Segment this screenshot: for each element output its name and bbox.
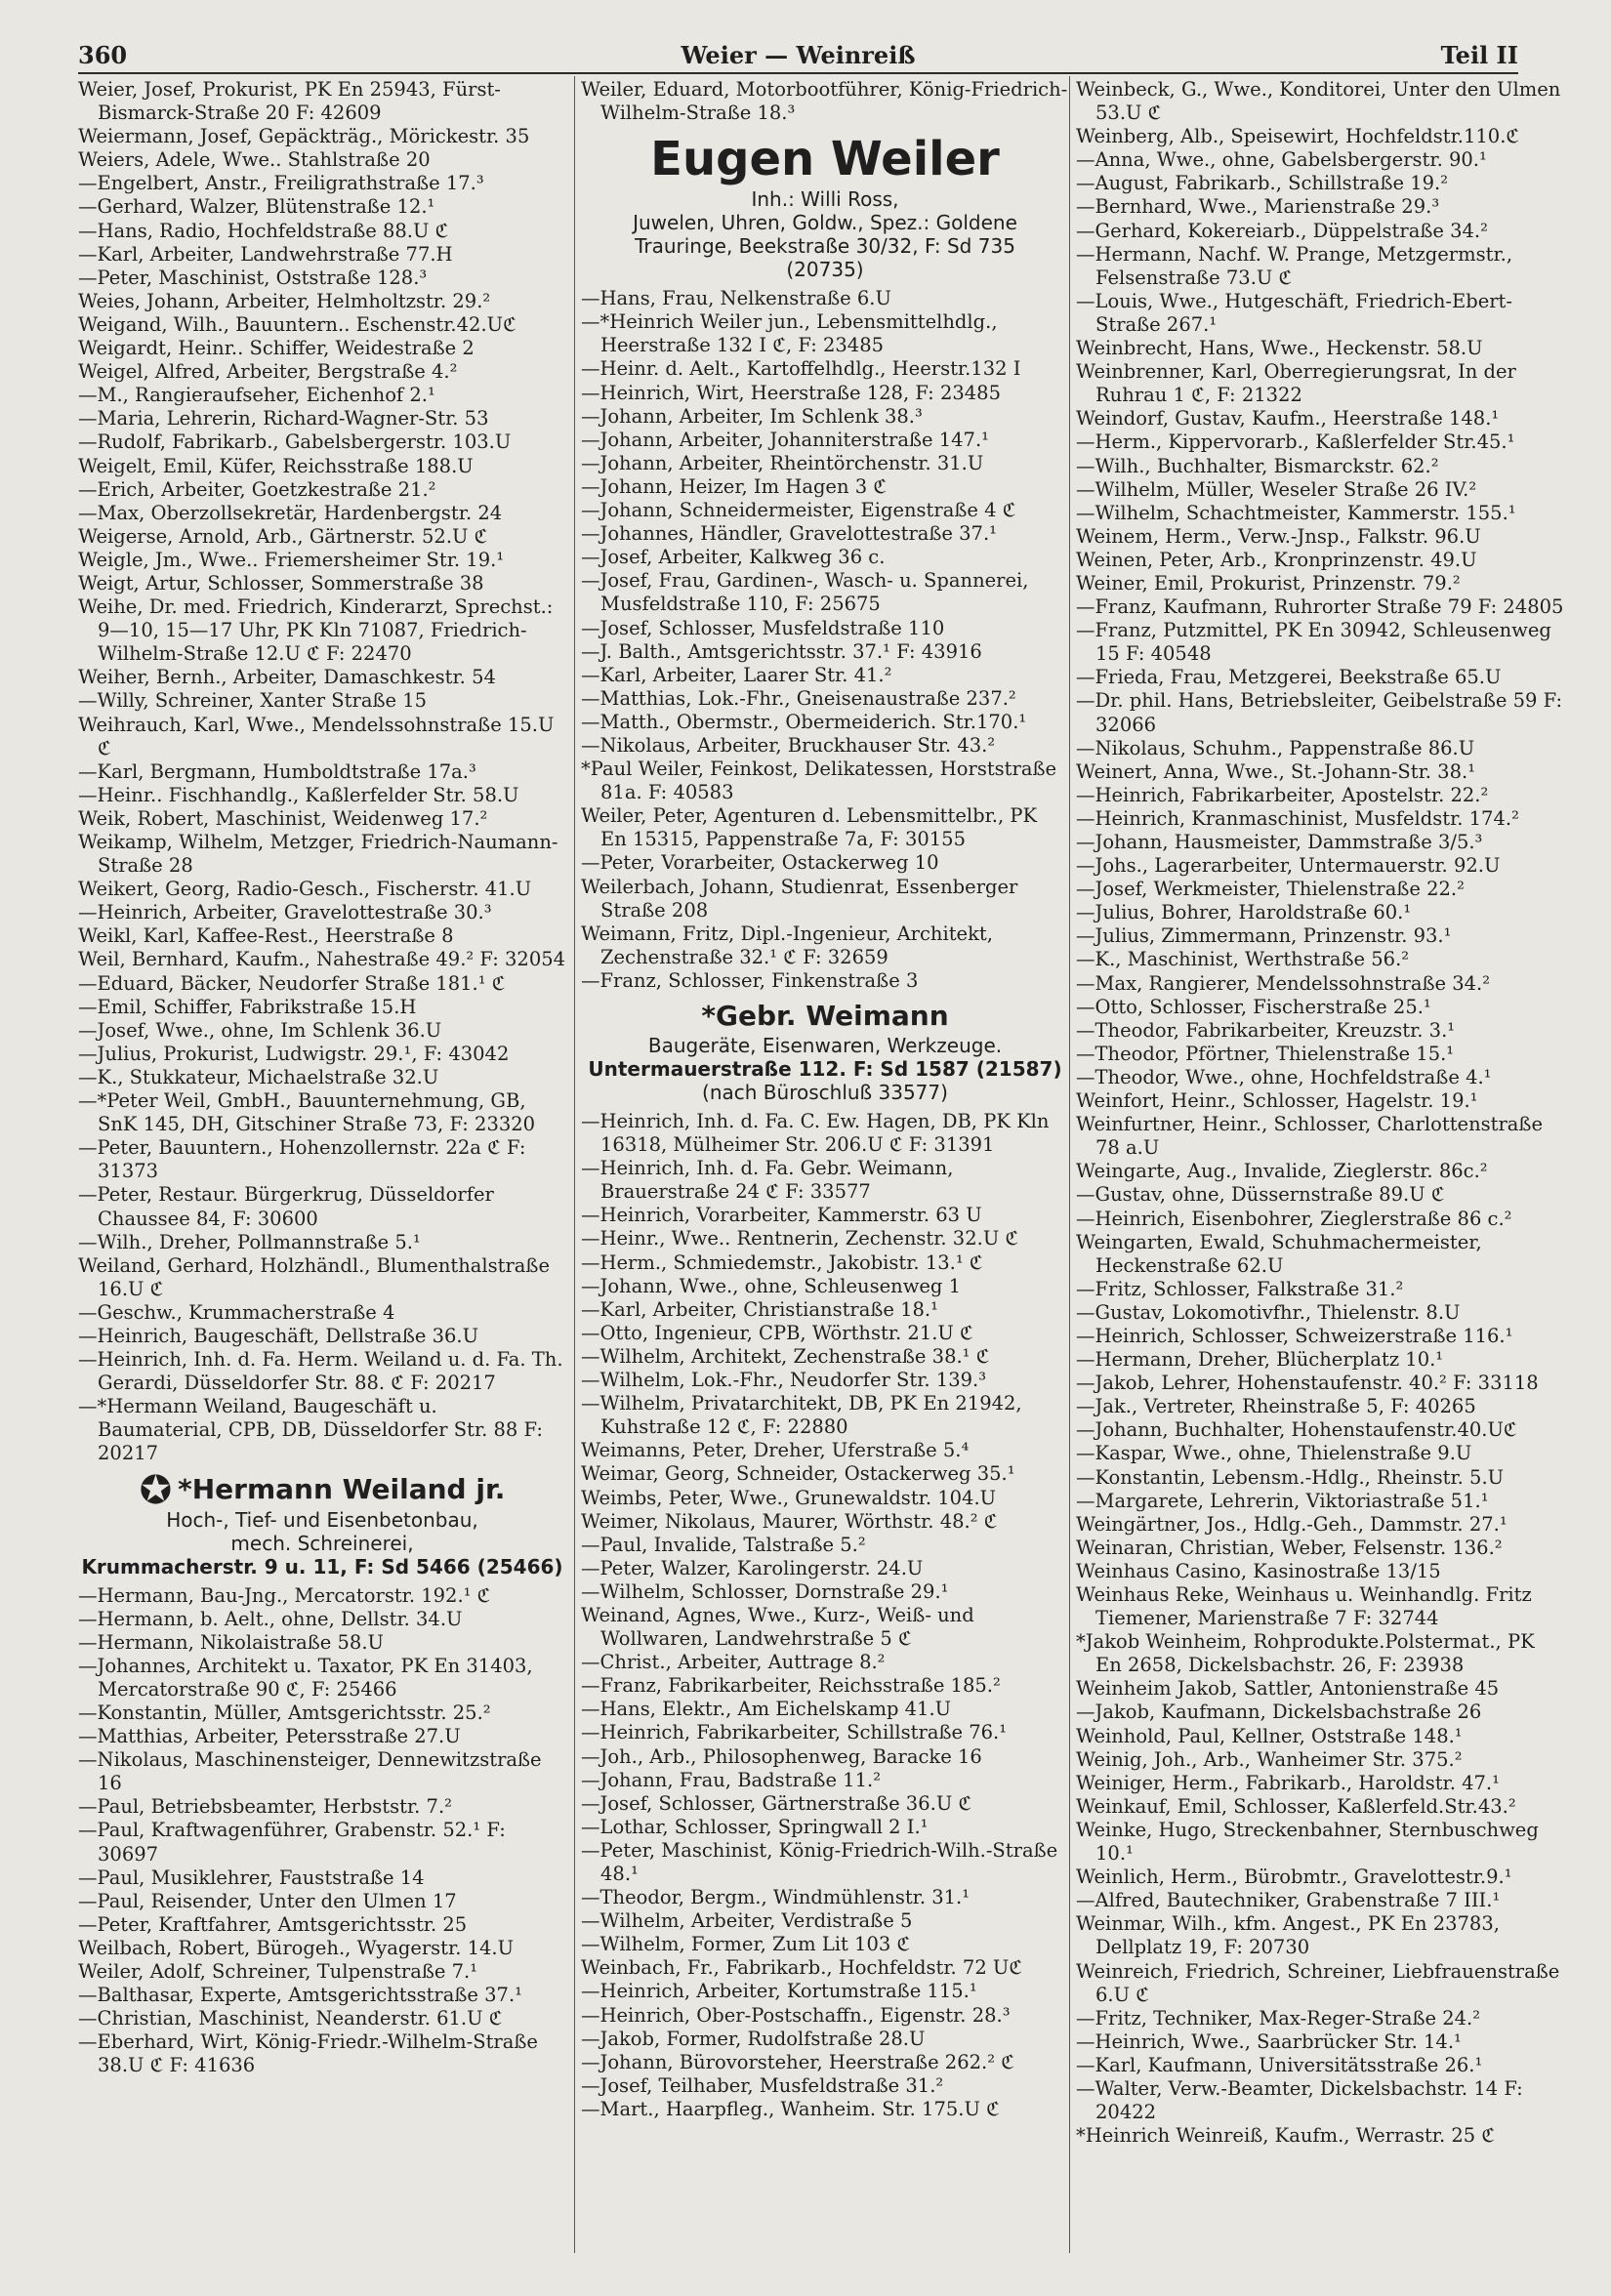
directory-entry: Weinbach, Fr., Fabrikarb., Hochfeldstr. 72 Uℭ <box>581 1956 1023 1980</box>
directory-entry: —Max, Oberzollsekretär, Hardenbergstr. 24 <box>78 501 503 524</box>
directory-entry: Weinlich, Herm., Bürobmtr., Gravelottestr.9.¹ <box>1076 1866 1512 1889</box>
directory-entry: —Heinrich, Ober-Postschaffn., Eigenstr. 28.³ <box>581 2003 1011 2027</box>
directory-entry: —Wilhelm, Former, Zum Lit 103 ℭ <box>581 1933 911 1956</box>
directory-entry: —Gerhard, Walzer, Blütenstraße 12.¹ <box>78 195 435 219</box>
directory-entry: Weies, Johann, Arbeiter, Helmholtzstr. 29.² <box>78 289 491 312</box>
ad-hermann-weiland <box>78 1467 566 1578</box>
ad-gebr-weimann <box>581 999 1069 1104</box>
directory-entry: —Josef, Schlosser, Gärtnerstraße 36.U ℭ <box>581 1791 972 1815</box>
directory-entry: —Eduard, Bäcker, Neudorfer Straße 181.¹ ℭ <box>78 971 506 995</box>
directory-entry: —Heinr.. Fischhandlg., Kaßlerfelder Str. 58.U <box>78 783 519 806</box>
directory-entry: —Max, Rangierer, Mendelssohnstraße 34.² <box>1076 971 1491 995</box>
running-head: Weier — Weinreiß <box>681 41 916 69</box>
directory-entry: —Peter, Walzer, Karolingerstr. 24.U <box>581 1556 924 1579</box>
directory-entry: Weinig, Joh., Arb., Wanheimer Str. 375.² <box>1076 1747 1463 1771</box>
directory-entry: —Nikolaus, Schuhm., Pappenstraße 86.U <box>1076 736 1475 759</box>
directory-entry: —Paul, Reisender, Unter den Ulmen 17 <box>78 1889 457 1912</box>
header-rule <box>78 72 1518 74</box>
directory-entry: —Heinrich, Fabrikarbeiter, Apostelstr. 22.² <box>1076 783 1489 806</box>
ad-title: Eugen Weiler <box>650 132 1000 187</box>
directory-entry: —Joh., Arb., Philosophenweg, Baracke 16 <box>581 1744 982 1768</box>
directory-entry: Weihrauch, Karl, Wwe., Mendelssohnstraße 15.U ℭ <box>78 713 555 759</box>
directory-entry: Weimer, Nikolaus, Maurer, Wörthstr. 48.² ℭ <box>581 1509 998 1533</box>
directory-entry: —Wilhelm, Architekt, Zechenstraße 38.¹ ℭ <box>581 1344 990 1368</box>
directory-entry: —Heinrich, Inh. d. Fa. Herm. Weiland u. d. Fa. Th. Gerardi, Düsseldorfer Str. 88. ℭ F: 20217 <box>78 1348 563 1395</box>
directory-entry: Weinberg, Alb., Speisewirt, Hochfeldstr.110.ℭ <box>1076 125 1520 148</box>
directory-entry: *Jakob Weinheim, Rohprodukte.Polstermat., PK En 2658, Dickelsbachstr. 26, F: 23938 <box>1076 1630 1535 1677</box>
directory-entry: Weinen, Peter, Arb., Kronprinzenstr. 49.U <box>1076 548 1477 571</box>
ad-line: Untermauerstraße 112. F: Sd 1587 (21587) <box>588 1057 1062 1081</box>
directory-entry: —Hermann, Nikolaistraße 58.U <box>78 1630 384 1654</box>
directory-entry: —Gustav, Lokomotivfhr., Thielenstr. 8.U <box>1076 1300 1461 1324</box>
ad-eugen-weiler <box>581 131 1069 281</box>
directory-entry: Weikert, Georg, Radio-Gesch., Fischerstr. 41.U <box>78 878 532 901</box>
directory-entry: —Johann, Arbeiter, Rheintörchenstr. 31.U <box>581 451 984 474</box>
directory-entry: —Paul, Kraftwagenführer, Grabenstr. 52.¹ F: 30697 <box>78 1819 506 1866</box>
directory-entry: —Heinrich, Kranmaschinist, Musfeldstr. 174.² <box>1076 806 1519 830</box>
directory-entry: —Heinrich, Eisenbohrer, Zieglerstraße 86 c.² <box>1076 1207 1512 1230</box>
directory-entry: —Franz, Schlosser, Finkenstraße 3 <box>581 968 919 992</box>
directory-entry: Weingärtner, Jos., Hdlg.-Geh., Dammstr. 27.¹ <box>1076 1512 1508 1536</box>
column-1-entries-top <box>78 78 566 1466</box>
directory-entry: —Jakob, Kaufmann, Dickelsbachstraße 26 <box>1076 1701 1482 1724</box>
directory-entry: Weinkauf, Emil, Schlosser, Kaßlerfeld.Str.43.² <box>1076 1794 1516 1818</box>
directory-entry: —Julius, Zimmermann, Prinzenstr. 93.¹ <box>1076 924 1452 948</box>
directory-entry: —Johann, Buchhalter, Hohenstaufenstr.40.Uℭ <box>1076 1418 1517 1442</box>
directory-entry: Weinhold, Paul, Kellner, Oststraße 148.¹ <box>1076 1724 1463 1747</box>
directory-entry: —K., Maschinist, Werthstraße 56.² <box>1076 948 1410 971</box>
directory-entry: Weigardt, Heinr.. Schiffer, Weidestraße 2 <box>78 337 475 360</box>
directory-entry: Weimar, Georg, Schneider, Ostackerweg 35.¹ <box>581 1462 1015 1486</box>
directory-entry: Weiniger, Herm., Fabrikarb., Haroldstr. 47.¹ <box>1076 1771 1500 1794</box>
directory-entry: Weingarten, Ewald, Schuhmachermeister, Heckenstraße 62.U <box>1076 1230 1482 1277</box>
directory-entry: —*Heinrich Weiler jun., Lebensmittelhdlg., Heerstraße 132 I ℭ, F: 23485 <box>581 310 998 357</box>
directory-entry: Weiers, Adele, Wwe.. Stahlstraße 20 <box>78 148 431 172</box>
directory-entry: —Eberhard, Wirt, König-Friedr.-Wilhelm-Straße 38.U ℭ F: 41636 <box>78 2030 538 2077</box>
directory-entry: —Franz, Fabrikarbeiter, Reichsstraße 185.² <box>581 1674 1001 1698</box>
directory-entry: —Dr. phil. Hans, Betriebsleiter, Geibelstraße 59 F: 32066 <box>1076 689 1563 736</box>
directory-entry: —J. Balth., Amtsgerichtsstr. 37.¹ F: 43916 <box>581 639 982 663</box>
directory-entry: Weinbrecht, Hans, Wwe., Heckenstr. 58.U <box>1076 337 1483 360</box>
directory-entry: Weigelt, Emil, Küfer, Reichsstraße 188.U <box>78 454 474 477</box>
directory-entry: Weimbs, Peter, Wwe., Grunewaldstr. 104.U <box>581 1486 997 1509</box>
directory-entry: —Wilhelm, Privatarchitekt, DB, PK En 21942, Kuhstraße 12 ℭ, F: 22880 <box>581 1392 1022 1439</box>
directory-entry: —Fritz, Schlosser, Falkstraße 31.² <box>1076 1277 1404 1300</box>
ad-line: Hoch-, Tief- und Eisenbetonbau, <box>166 1507 478 1532</box>
directory-entry: —Kaspar, Wwe., ohne, Thielenstraße 9.U <box>1076 1442 1472 1465</box>
directory-entry: —Wilhelm, Arbeiter, Verdistraße 5 <box>581 1909 913 1933</box>
directory-entry: —Konstantin, Müller, Amtsgerichtsstr. 25.² <box>78 1702 491 1724</box>
directory-entry: —Heinr., Wwe.. Rentnerin, Zechenstr. 32.U ℭ <box>581 1227 1019 1250</box>
directory-entry: —Julius, Prokurist, Ludwigstr. 29.¹, F: 43042 <box>78 1042 510 1065</box>
directory-entry: —Johannes, Händler, Gravelottestraße 37.¹ <box>581 522 997 546</box>
directory-entry: —Lothar, Schlosser, Springwall 2 I.¹ <box>581 1815 929 1838</box>
directory-entry: —Jak., Vertreter, Rheinstraße 5, F: 40265 <box>1076 1395 1476 1418</box>
directory-entry: —Rudolf, Fabrikarb., Gabelsbergerstr. 103.U <box>78 430 512 454</box>
directory-entry: Weiermann, Josef, Gepäckträg., Mörickestr. 35 <box>78 125 530 148</box>
directory-entry: —Peter, Maschinist, König-Friedrich-Wilh.-Straße 48.¹ <box>581 1838 1058 1885</box>
directory-entry: —Johannes, Architekt u. Taxator, PK En 31403, Mercatorstraße 90 ℭ, F: 25466 <box>78 1654 533 1701</box>
directory-entry: —Josef, Teilhaber, Musfeldstraße 31.² <box>581 2073 944 2097</box>
directory-entry: —Theodor, Fabrikarbeiter, Kreuzstr. 3.¹ <box>1076 1018 1456 1042</box>
directory-entry: —Johann, Hausmeister, Dammstraße 3/5.³ <box>1076 831 1483 853</box>
directory-entry: —Nikolaus, Arbeiter, Bruckhauser Str. 43.² <box>581 733 996 757</box>
ad-line: mech. Schreinerei, <box>230 1531 414 1555</box>
directory-entry: Weiler, Peter, Agenturen d. Lebensmittelbr., PK En 15315, Pappenstraße 7a, F: 30155 <box>581 804 1038 851</box>
directory-entry: —Maria, Lehrerin, Richard-Wagner-Str. 53 <box>78 407 489 430</box>
page-header <box>78 39 1518 72</box>
directory-entry: Weinfurtner, Heinr., Schlosser, Charlottenstraße 78 a.U <box>1076 1113 1543 1160</box>
directory-entry: Weigand, Wilh., Bauuntern.. Eschenstr.42.Uℭ <box>78 312 516 336</box>
directory-entry: Weinand, Agnes, Wwe., Kurz-, Weiß- und Wollwaren, Landwehrstraße 5 ℭ <box>581 1603 974 1651</box>
directory-entry: Weinreich, Friedrich, Schreiner, Liebfrauenstraße 6.U ℭ <box>1076 1959 1560 2006</box>
directory-entry: Weigle, Jm., Wwe.. Friemersheimer Str. 19.¹ <box>78 548 505 571</box>
directory-entry: —Theodor, Pförtner, Thielenstraße 15.¹ <box>1076 1042 1455 1065</box>
directory-entry: *Paul Weiler, Feinkost, Delikatessen, Horststraße 81a. F: 40583 <box>581 758 1057 804</box>
directory-entry: —Balthasar, Experte, Amtsgerichtsstraße 37.¹ <box>78 1984 522 2007</box>
directory-entry: —Matth., Obermstr., Obermeiderich. Str.170.¹ <box>581 710 1027 733</box>
directory-entry: —Hermann, Nachf. W. Prange, Metzgermstr., Felsenstraße 73.U ℭ <box>1076 242 1513 289</box>
directory-entry: —Alfred, Bautechniker, Grabenstraße 7 III.¹ <box>1076 1889 1501 1912</box>
directory-entry: Weiland, Gerhard, Holzhändl., Blumenthalstraße 16.U ℭ <box>78 1253 550 1300</box>
directory-entry: —Heinrich, Wwe., Saarbrücker Str. 14.¹ <box>1076 2030 1462 2053</box>
column-2-entries-top <box>581 78 1069 125</box>
directory-entry: Weinhaus Reke, Weinhaus u. Weinhandlg. Fritz Tiemener, Marienstraße 7 F: 32744 <box>1076 1583 1532 1630</box>
ad-line: (20735) <box>786 258 864 282</box>
directory-entry: Weiner, Emil, Prokurist, Prinzenstr. 79.² <box>1076 571 1461 594</box>
directory-entry: —Josef, Wwe., ohne, Im Schlenk 36.U <box>78 1018 442 1042</box>
directory-entry: Weilbach, Robert, Bürogeh., Wyagerstr. 14.U <box>78 1936 515 1959</box>
directory-entry: Weinke, Hugo, Streckenbahner, Sternbuschweg 10.¹ <box>1076 1818 1539 1866</box>
directory-entry: —Franz, Putzmittel, PK En 30942, Schleusenweg 15 F: 40548 <box>1076 619 1551 666</box>
directory-entry: —Walter, Verw.-Beamter, Dickelsbachstr. 14 F: 20422 <box>1076 2076 1523 2124</box>
ad-line: Baugeräte, Eisenwaren, Werkzeuge. <box>647 1034 1003 1057</box>
directory-entry: —Frieda, Frau, Metzgerei, Beekstraße 65.U <box>1076 666 1502 689</box>
directory-entry: —Hans, Elektr., Am Eichelskamp 41.U <box>581 1698 952 1721</box>
directory-entry: Weinheim Jakob, Sattler, Antonienstraße 45 <box>1076 1677 1500 1701</box>
directory-entry: —Engelbert, Anstr., Freiligrathstraße 17.³ <box>78 172 484 195</box>
directory-entry: —Erich, Arbeiter, Goetzkestraße 21.² <box>78 477 436 501</box>
directory-entry: Weinem, Herm., Verw.-Jnsp., Falkstr. 96.U <box>1076 524 1481 548</box>
directory-entry: Weikamp, Wilhelm, Metzger, Friedrich-Naumann-Straße 28 <box>78 831 558 878</box>
directory-entry: —Margarete, Lehrerin, Viktoriastraße 51.¹ <box>1076 1489 1489 1512</box>
directory-entry: —Heinrich, Inh. d. Fa. C. Ew. Hagen, DB, PK Kln 16318, Mülheimer Str. 206.U ℭ F: 31391 <box>581 1110 1050 1157</box>
directory-entry: —Peter, Kraftfahrer, Amtsgerichtsstr. 25 <box>78 1912 468 1936</box>
directory-entry: —Otto, Schlosser, Fischerstraße 25.¹ <box>1076 995 1431 1018</box>
column-3 <box>1076 78 1564 2148</box>
directory-entry: —August, Fabrikarb., Schillstraße 19.² <box>1076 172 1449 195</box>
directory-entry: Weier, Josef, Prokurist, PK En 25943, Fürst-Bismarck-Straße 20 F: 42609 <box>78 78 501 125</box>
directory-entry: —Matthias, Arbeiter, Petersstraße 27.U <box>78 1725 461 1748</box>
directory-entry: —Mart., Haarpfleg., Wanheim. Str. 175.U ℭ <box>581 2097 1000 2120</box>
directory-entry: —Jakob, Lehrer, Hohenstaufenstr. 40.² F: 33118 <box>1076 1372 1539 1395</box>
directory-entry: —K., Stukkateur, Michaelstraße 32.U <box>78 1065 439 1088</box>
directory-entry: —Johann, Bürovorsteher, Heerstraße 262.² ℭ <box>581 2050 1014 2073</box>
directory-entry: —Christian, Maschinist, Neanderstr. 61.U ℭ <box>78 2007 503 2030</box>
directory-entry: —Emil, Schiffer, Fabrikstraße 15.H <box>78 995 417 1018</box>
ad-title: *Gebr. Weimann <box>701 1000 949 1032</box>
directory-entry: —Peter, Vorarbeiter, Ostackerweg 10 <box>581 851 939 875</box>
directory-entry: Weiher, Bernh., Arbeiter, Damaschkestr. 54 <box>78 666 496 689</box>
directory-entry: —Wilhelm, Lok.-Fhr., Neudorfer Str. 139.³ <box>581 1369 987 1392</box>
directory-entry: Weigel, Alfred, Arbeiter, Bergstraße 4.² <box>78 360 458 384</box>
directory-entry: —Geschw., Krummacherstraße 4 <box>78 1300 395 1324</box>
column-divider-2 <box>1069 76 1070 2253</box>
directory-entry: Weinhaus Casino, Kasinostraße 13/15 <box>1076 1559 1441 1582</box>
directory-entry: —Karl, Kaufmann, Universitätsstraße 26.¹ <box>1076 2053 1483 2076</box>
directory-entry: —Julius, Bohrer, Haroldstraße 60.¹ <box>1076 901 1412 924</box>
directory-entry: Weiler, Eduard, Motorbootführer, König-Friedrich-Wilhelm-Straße 18.³ <box>581 78 1068 125</box>
directory-entry: —Hans, Frau, Nelkenstraße 6.U <box>581 287 891 310</box>
directory-entry: —Christ., Arbeiter, Auttrage 8.² <box>581 1651 886 1674</box>
ad-line: (nach Büroschluß 33577) <box>702 1081 948 1104</box>
directory-entry: Weinert, Anna, Wwe., St.-Johann-Str. 38.¹ <box>1076 759 1476 783</box>
ad-line: Juwelen, Uhren, Goldw., Spez.: Goldene <box>633 211 1017 235</box>
part-label: Teil II <box>1440 41 1518 69</box>
directory-entry: —Wilh., Dreher, Pollmannstraße 5.¹ <box>78 1230 421 1253</box>
directory-entry: Weinfort, Heinr., Schlosser, Hagelstr. 19.¹ <box>1076 1089 1478 1113</box>
directory-entry: —Paul, Betriebsbeamter, Herbststr. 7.² <box>78 1795 452 1819</box>
directory-entry: —Gerhard, Kokereiarb., Düppelstraße 34.² <box>1076 219 1488 242</box>
directory-entry: —Fritz, Techniker, Max-Reger-Straße 24.² <box>1076 2006 1481 2030</box>
directory-entry: —*Hermann Weiland, Baugeschäft u. Baumaterial, CPB, DB, Düsseldorfer Str. 88 F: 20217 <box>78 1395 543 1465</box>
directory-entry: —Theodor, Wwe., ohne, Hochfeldstraße 4.¹ <box>1076 1065 1492 1088</box>
directory-entry: Weihe, Dr. med. Friedrich, Kinderarzt, Sprechst.: 9—10, 15—17 Uhr, PK Kln 71087, Friedrich-Wilhelm-Straße 12.U ℭ F: 22470 <box>78 595 554 666</box>
ad-line: Trauringe, Beekstraße 30/32, F: Sd 735 <box>635 234 1015 259</box>
directory-entry: Weikl, Karl, Kaffee-Rest., Heerstraße 8 <box>78 924 454 948</box>
directory-entry: —Nikolaus, Maschinensteiger, Dennewitzstraße 16 <box>78 1748 542 1795</box>
directory-entry: Weinbeck, G., Wwe., Konditorei, Unter den Ulmen 53.U ℭ <box>1076 78 1561 125</box>
directory-entry: —Anna, Wwe., ohne, Gabelsbergerstr. 90.¹ <box>1076 148 1487 172</box>
directory-entry: —Heinrich, Baugeschäft, Dellstraße 36.U <box>78 1324 479 1347</box>
directory-entry: —Wilhelm, Müller, Weseler Straße 26 IV.² <box>1076 477 1477 501</box>
directory-entry: Weingarte, Aug., Invalide, Zieglerstr. 86c.² <box>1076 1160 1488 1183</box>
directory-entry: —Hermann, Bau-Jng., Mercatorstr. 192.¹ ℭ <box>78 1583 491 1607</box>
directory-entry: —Wilh., Buchhalter, Bismarckstr. 62.² <box>1076 454 1439 477</box>
directory-entry: Weindorf, Gustav, Kaufm., Heerstraße 148.¹ <box>1076 407 1500 430</box>
directory-entry: —Karl, Bergmann, Humboldtstraße 17a.³ <box>78 759 476 783</box>
directory-entry: Weigerse, Arnold, Arb., Gärtnerstr. 52.U ℭ <box>78 524 488 548</box>
directory-entry: —Heinrich, Vorarbeiter, Kammerstr. 63 U <box>581 1204 982 1227</box>
directory-entry: —Theodor, Bergm., Windmühlenstr. 31.¹ <box>581 1886 971 1909</box>
company-logo: ✪ <box>139 1467 173 1513</box>
column-2-entries-bottom <box>581 1110 1069 2121</box>
directory-entry: —Johann, Wwe., ohne, Schleusenweg 1 <box>581 1274 962 1297</box>
directory-entry: —Josef, Werkmeister, Thielenstraße 22.² <box>1076 878 1465 901</box>
directory-entry: —Otto, Ingenieur, CPB, Wörthstr. 21.U ℭ <box>581 1321 973 1344</box>
directory-entry: —Matthias, Lok.-Fhr., Gneisenaustraße 237.² <box>581 686 1016 710</box>
page-number: 360 <box>78 41 128 69</box>
directory-entry: Weilerbach, Johann, Studienrat, Essenberger Straße 208 <box>581 875 1018 922</box>
directory-entry: —Johann, Heizer, Im Hagen 3 ℭ <box>581 474 888 498</box>
directory-entry: —Jakob, Former, Rudolfstraße 28.U <box>581 2027 926 2050</box>
directory-entry: Weinbrenner, Karl, Oberregierungsrat, In der Ruhrau 1 ℭ, F: 21322 <box>1076 360 1516 407</box>
directory-entry: —Gustav, ohne, Düssernstraße 89.U ℭ <box>1076 1183 1445 1207</box>
directory-entry: —Herm., Schmiedemstr., Jakobistr. 13.¹ ℭ <box>581 1250 983 1274</box>
column-divider-1 <box>574 76 575 2253</box>
directory-entry: —Karl, Arbeiter, Laarer Str. 41.² <box>581 663 892 686</box>
directory-entry: —Johs., Lagerarbeiter, Untermauerstr. 92.U <box>1076 854 1501 878</box>
directory-entry: —Peter, Restaur. Bürgerkrug, Düsseldorfer Chaussee 84, F: 30600 <box>78 1183 494 1230</box>
directory-entry: —Hermann, b. Aelt., ohne, Dellstr. 34.U <box>78 1607 463 1630</box>
directory-entry: —Heinr. d. Aelt., Kartoffelhdlg., Heerstr.132 I <box>581 357 1021 381</box>
column-1-entries-bottom <box>78 1584 566 2078</box>
directory-entry: Weik, Robert, Maschinist, Weidenweg 17.² <box>78 806 488 830</box>
directory-entry: Weigt, Artur, Schlosser, Sommerstraße 38 <box>78 571 484 594</box>
directory-entry: —Heinrich, Wirt, Heerstraße 128, F: 23485 <box>581 381 1001 404</box>
directory-entry: —Heinrich, Arbeiter, Kortumstraße 115.¹ <box>581 1980 977 2003</box>
ad-line: Inh.: Willi Ross, <box>751 187 899 212</box>
directory-entry: *Heinrich Weinreiß, Kaufm., Werrastr. 25 ℭ <box>1076 2124 1496 2148</box>
column-2 <box>581 78 1069 2121</box>
directory-entry: Weimanns, Peter, Dreher, Uferstraße 5.⁴ <box>581 1439 970 1462</box>
directory-entry: —Louis, Wwe., Hutgeschäft, Friedrich-Ebert-Straße 267.¹ <box>1076 289 1512 336</box>
directory-entry: —Konstantin, Lebensm.-Hdlg., Rheinstr. 5.U <box>1076 1465 1505 1489</box>
directory-entry: —Herm., Kippervorarb., Kaßlerfelder Str.45.¹ <box>1076 430 1515 454</box>
directory-entry: Weinaran, Christian, Weber, Felsenstr. 136.² <box>1076 1536 1503 1559</box>
ad-line: Krummacherstr. 9 u. 11, F: Sd 5466 (25466) <box>81 1554 563 1578</box>
directory-entry: —Johann, Schneidermeister, Eigenstraße 4 ℭ <box>581 499 1016 522</box>
directory-entry: —Heinrich, Fabrikarbeiter, Schillstraße 76.¹ <box>581 1721 1008 1744</box>
directory-entry: —*Peter Weil, GmbH., Bauunternehmung, GB, SnK 145, DH, Gitschiner Straße 73, F: 23320 <box>78 1089 536 1136</box>
directory-entry: —Willy, Schreiner, Xanter Straße 15 <box>78 689 428 713</box>
directory-entry: —Karl, Arbeiter, Landwehrstraße 77.H <box>78 242 453 266</box>
directory-entry: —Wilhelm, Schlosser, Dornstraße 29.¹ <box>581 1579 949 1603</box>
directory-entry: —Hermann, Dreher, Blücherplatz 10.¹ <box>1076 1348 1444 1372</box>
directory-entry: —Josef, Schlosser, Musfeldstraße 110 <box>581 616 945 639</box>
column-1 <box>78 78 566 2078</box>
directory-entry: —Hans, Radio, Hochfeldstraße 88.U ℭ <box>78 219 449 242</box>
directory-entry: —Heinrich, Arbeiter, Gravelottestraße 30.³ <box>78 901 492 924</box>
directory-entry: —Johann, Arbeiter, Johanniterstraße 147.¹ <box>581 428 989 451</box>
directory-entry: —Karl, Arbeiter, Christianstraße 18.¹ <box>581 1297 938 1321</box>
directory-entry: —Wilhelm, Schachtmeister, Kammerstr. 155.¹ <box>1076 501 1516 524</box>
directory-entry: —M., Rangieraufseher, Eichenhof 2.¹ <box>78 384 435 407</box>
directory-entry: Weil, Bernhard, Kaufm., Nahestraße 49.² F: 32054 <box>78 948 566 971</box>
directory-entry: —Johann, Arbeiter, Im Schlenk 38.³ <box>581 404 923 428</box>
directory-entry: Weimann, Fritz, Dipl.-Ingenieur, Architekt, Zechenstraße 32.¹ ℭ F: 32659 <box>581 922 993 968</box>
directory-entry: —Peter, Maschinist, Oststraße 128.³ <box>78 266 428 289</box>
directory-entry: —Peter, Bauuntern., Hohenzollernstr. 22a ℭ F: 31373 <box>78 1136 526 1183</box>
directory-entry: —Josef, Frau, Gardinen-, Wasch- u. Spannerei, Musfeldstraße 110, F: 25675 <box>581 569 1029 616</box>
directory-entry: —Paul, Musiklehrer, Fauststraße 14 <box>78 1866 425 1889</box>
directory-entry: —Bernhard, Wwe., Marienstraße 29.³ <box>1076 195 1440 219</box>
directory-entry: —Johann, Frau, Badstraße 11.² <box>581 1768 882 1791</box>
column-3-entries <box>1076 78 1564 2148</box>
column-2-entries-mid <box>581 287 1069 993</box>
directory-entry: —Heinrich, Schlosser, Schweizerstraße 116.¹ <box>1076 1324 1513 1347</box>
ad-title: *Hermann Weiland jr. <box>178 1472 506 1505</box>
directory-entry: Weinmar, Wilh., kfm. Angest., PK En 23783, Dellplatz 19, F: 20730 <box>1076 1912 1500 1959</box>
directory-entry: —Josef, Arbeiter, Kalkweg 36 c. <box>581 546 886 569</box>
directory-entry: Weiler, Adolf, Schreiner, Tulpenstraße 7.¹ <box>78 1960 478 1984</box>
directory-entry: —Heinrich, Inh. d. Fa. Gebr. Weimann, Brauerstraße 24 ℭ F: 33577 <box>581 1157 954 1204</box>
directory-entry: —Franz, Kaufmann, Ruhrorter Straße 79 F: 24805 <box>1076 595 1564 619</box>
directory-entry: —Paul, Invalide, Talstraße 5.² <box>581 1533 866 1556</box>
